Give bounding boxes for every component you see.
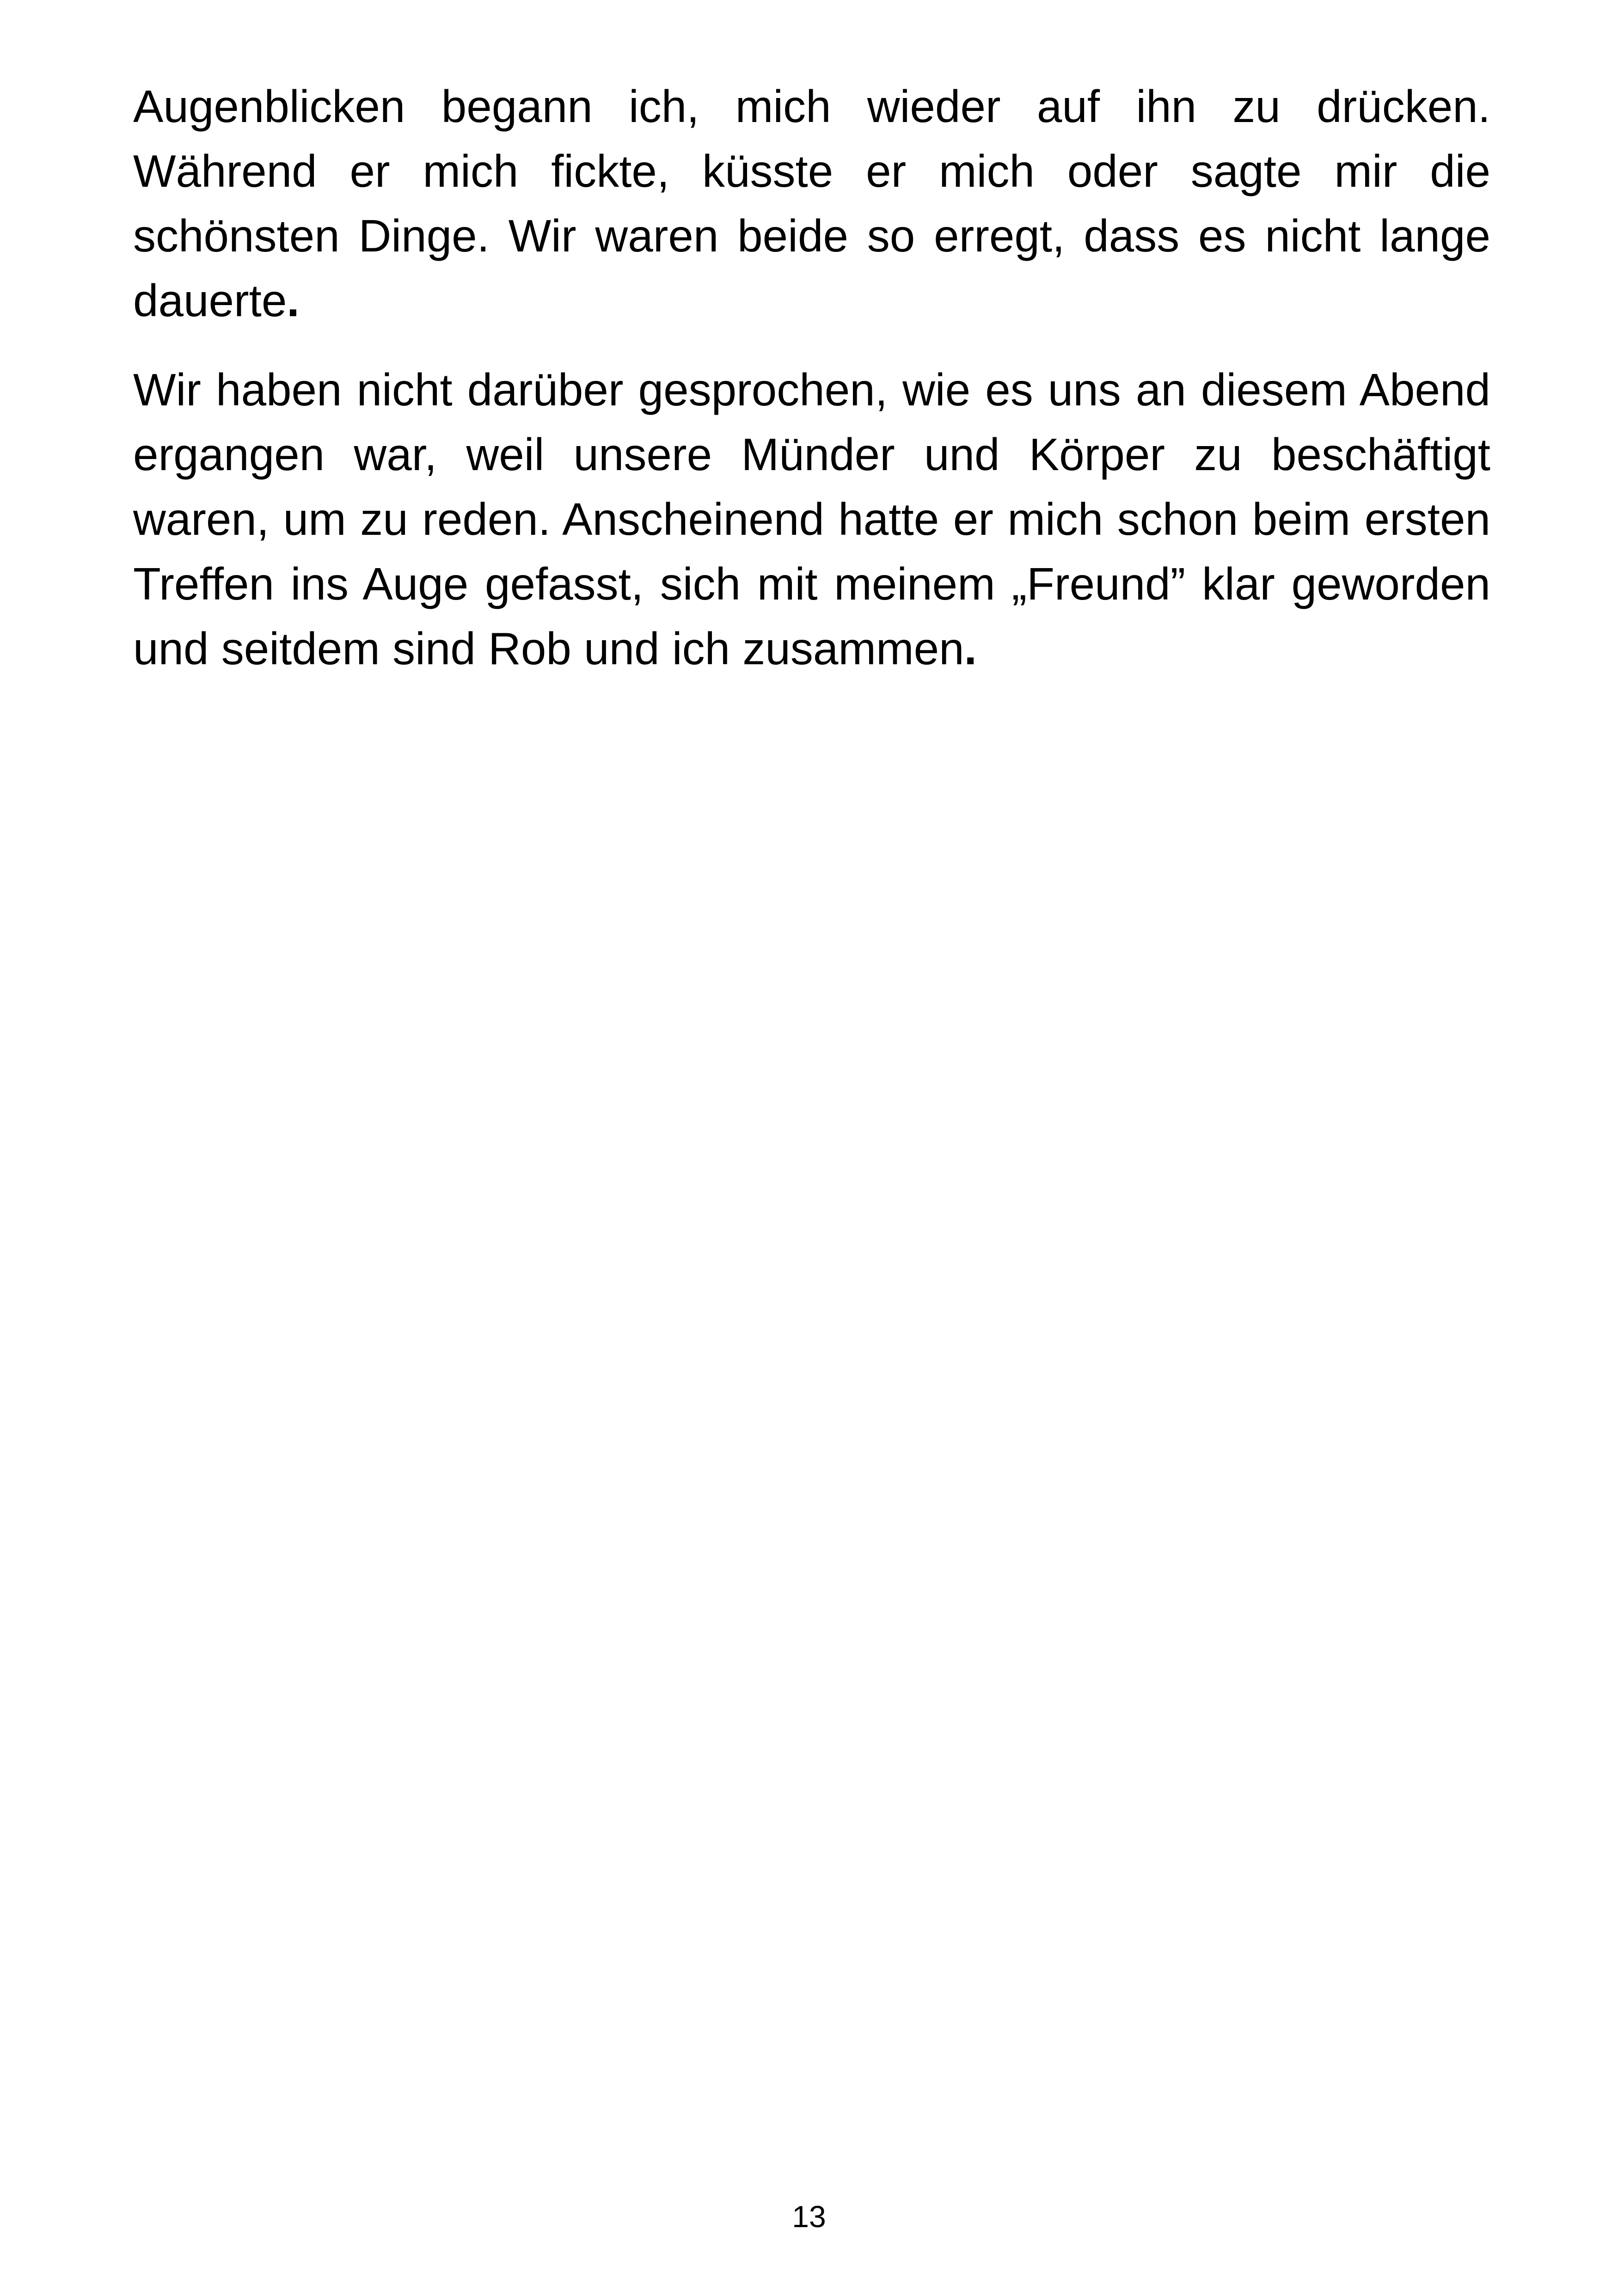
body-text <box>133 74 1490 681</box>
paragraph-2 <box>133 357 1490 681</box>
paragraph-1-text: Augenblicken begann ich, mich wieder auf ihn zu drücken. Während er mich fickte, küsste er mich oder sagte mir die schönsten Dinge. Wir waren beide so erregt, dass es nicht lange dauerte <box>133 81 1490 326</box>
page-number: 13 <box>792 2199 826 2234</box>
paragraph-2-end: . <box>964 623 977 674</box>
paragraph-1-end: . <box>287 275 300 326</box>
paragraph-1 <box>133 74 1490 333</box>
paragraph-2-text: Wir haben nicht darüber gesprochen, wie es uns an diesem Abend ergangen war, weil unsere Münder und Körper zu beschäftigt waren, um zu reden. Anscheinend hatte er mich schon beim ersten Treffen ins Auge gefasst, sich mit meinem „Freund” klar geworden und seitdem sind Rob und ich zusammen <box>133 364 1490 674</box>
